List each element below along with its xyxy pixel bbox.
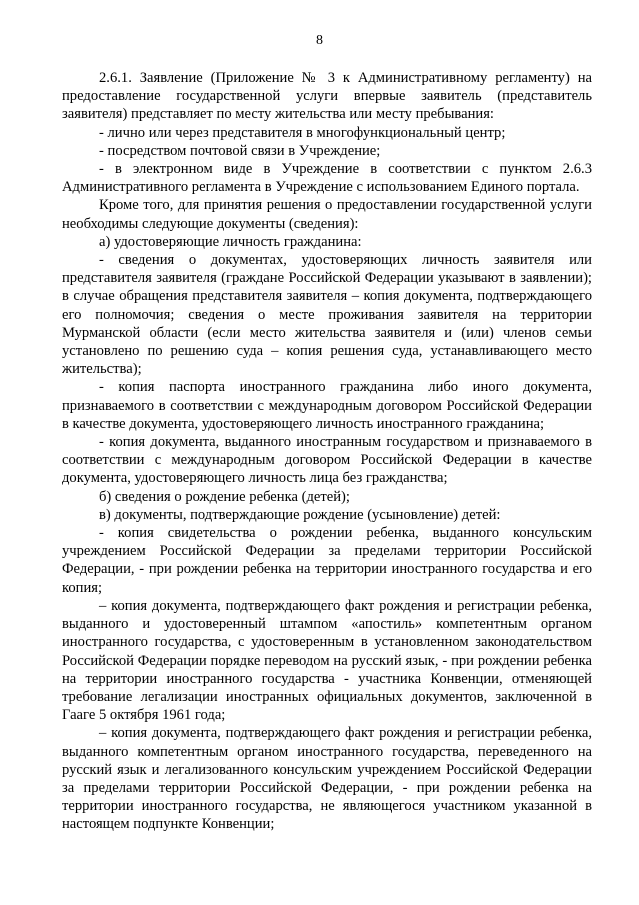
list-item-identity-docs: - сведения о документах, удостоверяющих личность заявителя или представителя заявителя (граждане Российской Федерации указывают в заявлении); в случае обращения представителя заявителя – копия документа, подтверждающего его полномочия; сведения о месте проживания заявителя на территории Мурманской области (если место жительства заявителя и (или) членов семьи установлено по решению суда – копия решения суда, устанавливающего место жительства); (62, 252, 592, 378)
list-item-consular-certificate: - копия свидетельства о рождении ребенка, выданного консульским учреждением Российской Федерации за пределами территории Российской Федерации, - при рождении ребенка на территории иностранного государства и его копия; (62, 525, 592, 596)
list-item-in-person: - лично или через представителя в многофункциональный центр; (99, 124, 506, 141)
document-body (62, 69, 592, 834)
list-item-by-post: - посредством почтовой связи в Учреждение; (99, 142, 381, 159)
list-item-legalized-doc: – копия документа, подтверждающего факт рождения и регистрации ребенка, выданного компетентным органом иностранного государства, переведенного на русский язык и легализованного консульским учреждением Российской Федерации за пределами территории Российской Федерации, - при рождении ребенка на территории иностранного государства, не являющегося участником указанной в настоящем подпункте Конвенции; (62, 725, 592, 833)
list-item-apostille-doc: – копия документа, подтверждающего факт рождения и регистрации ребенка, выданного и удостоверенный штампом «апостиль» компетентным органом иностранного государства, с удостоверенным в установленном законодательством Российской Федерации порядке переводом на русский язык, - при рождении ребенка на территории иностранного государства - участника Конвенции, отменяющей требование легализации иностранных официальных документов, заключенной в Гааге 5 октября 1961 года; (62, 597, 592, 724)
subitem-v-birth-docs: в) документы, подтверждающие рождение (усыновление) детей: (99, 506, 501, 523)
list-item-foreign-passport: - копия паспорта иностранного гражданина либо иного документа, признаваемого в соответствии с международным договором Российской Федерации в качестве документа, удостоверяющего личность иностранного гражданина; (62, 379, 592, 432)
subitem-b-birth-info: б) сведения о рождение ребенка (детей); (99, 488, 350, 505)
paragraph-2-6-1: 2.6.1. Заявление (Приложение № 3 к Административному регламенту) на предоставление государственной услуги впервые заявитель (представитель заявителя) представляет по месту жительства или месту пребывания: (62, 70, 592, 123)
page-number: 8 (316, 33, 323, 48)
subitem-a-identity: а) удостоверяющие личность гражданина: (99, 233, 362, 250)
paragraph-additional-documents: Кроме того, для принятия решения о предоставлении государственной услуги необходимы следующие документы (сведения): (62, 197, 592, 232)
list-item-stateless-doc: - копия документа, выданного иностранным государством и признаваемого в соответствии с международным договором Российской Федерации в качестве документа, удостоверяющего личность лица без гражданства; (62, 434, 592, 487)
list-item-electronic: - в электронном виде в Учреждение в соответствии с пунктом 2.6.3 Административного регламента в Учреждение с использованием Единого портала. (62, 161, 592, 196)
